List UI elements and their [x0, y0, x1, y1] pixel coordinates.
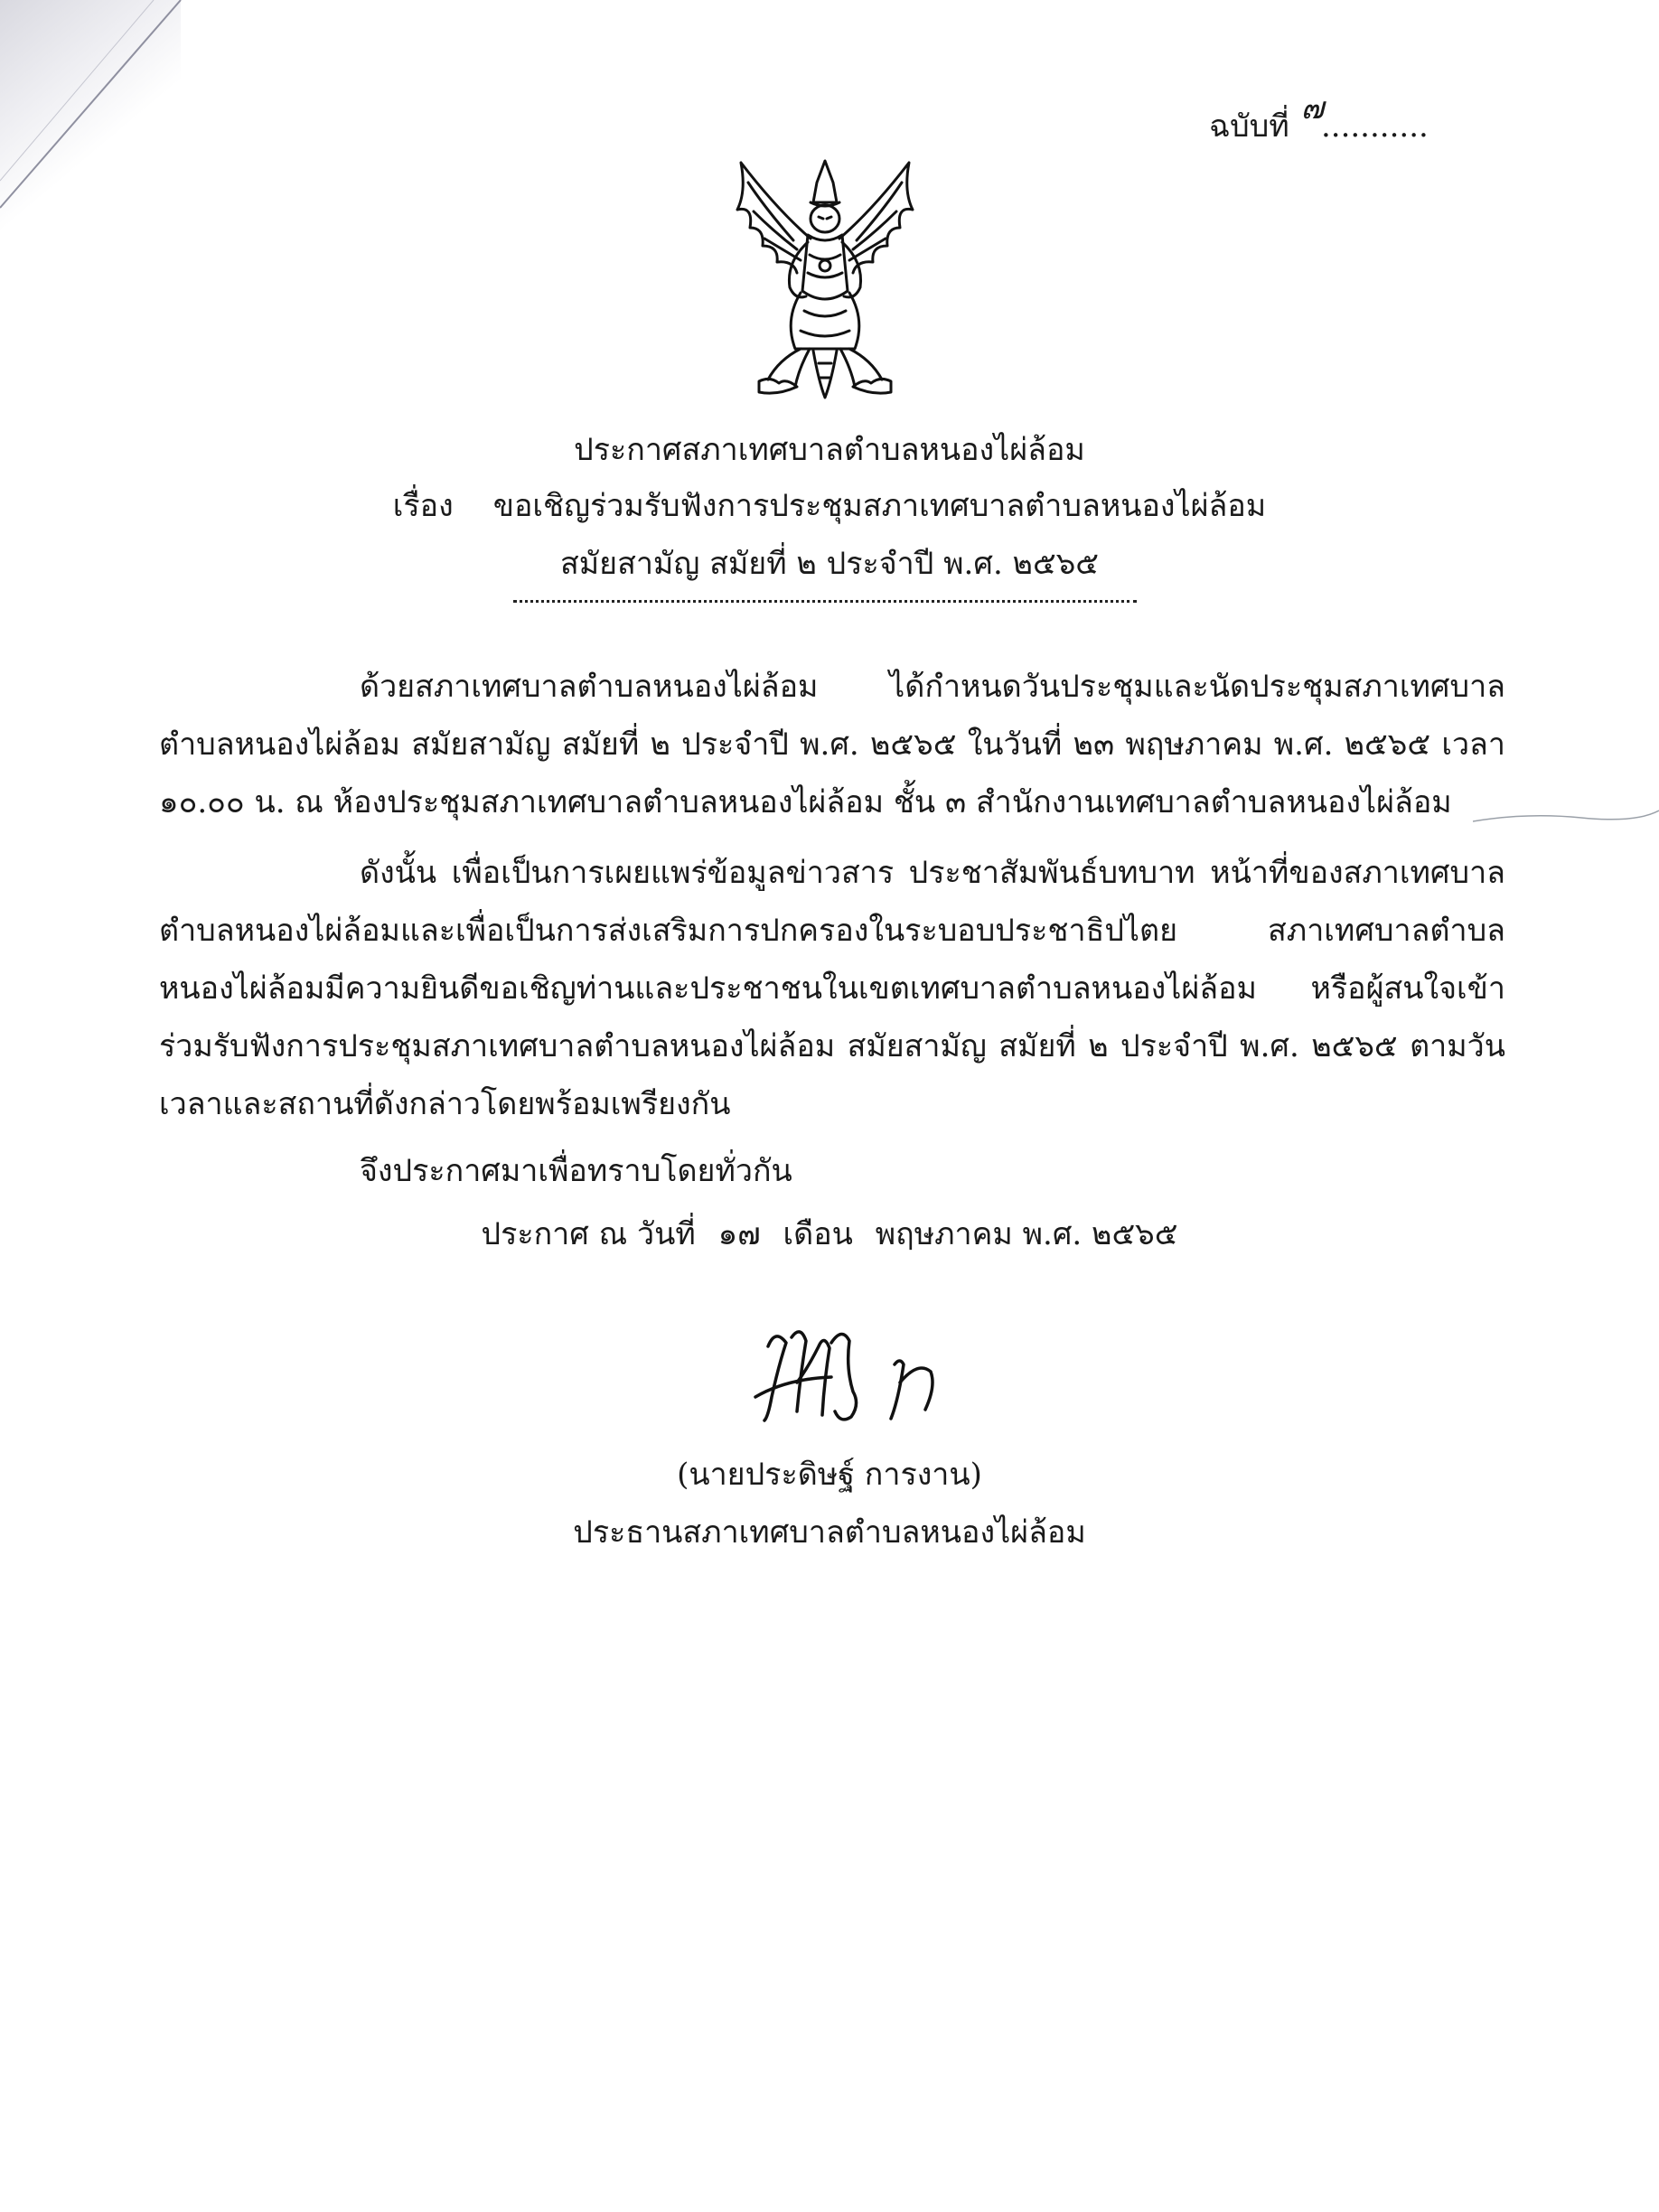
- signer-title: ประธานสภาเทศบาลตำบลหนองไผ่ล้อม: [573, 1514, 1086, 1551]
- date-day: ๑๗: [717, 1216, 761, 1252]
- date-prefix: ประกาศ ณ วันที่: [481, 1216, 696, 1252]
- copy-number: [1209, 90, 1429, 150]
- copy-number-label: ฉบับที่: [1209, 108, 1289, 145]
- body-paragraph-1: ด้วยสภาเทศบาลตำบลหนองไผ่ล้อม ได้กำหนดวันประชุมและนัดประชุมสภาเทศบาลตำบลหนองไผ่ล้อม สมัยสามัญ สมัยที่ ๒ ประจำปี พ.ศ. ๒๕๖๕ ในวันที่ ๒๓ พฤษภาคม พ.ศ. ๒๕๖๕ เวลา ๑๐.๐๐ น. ณ ห้องประชุมสภาเทศบาลตำบลหนองไผ่ล้อม ชั้น ๓ สำนักงานเทศบาลตำบลหนองไผ่ล้อม: [159, 669, 1505, 820]
- date-month-label: เดือน: [783, 1216, 853, 1252]
- announcement-title: ประกาศสภาเทศบาลตำบลหนองไผ่ล้อม: [574, 432, 1085, 468]
- body-paragraph-2: ดังนั้น เพื่อเป็นการเผยแพร่ข้อมูลข่าวสาร ประชาสัมพันธ์บทบาท หน้าที่ของสภาเทศบาลตำบลหนองไผ่ล้อมและเพื่อเป็นการส่งเสริมการปกครองในระบอบประชาธิปไตย สภาเทศบาลตำบลหนองไผ่ล้อมมีความยินดีขอเชิญท่านและประชาชนในเขตเทศบาลตำบลหนองไผ่ล้อม หรือผู้สนใจเข้าร่วมรับฟังการประชุมสภาเทศบาลตำบลหนองไผ่ล้อม สมัยสามัญ สมัยที่ ๒ ประจำปี พ.ศ. ๒๕๖๕ ตามวัน เวลาและสถานที่ดังกล่าวโดยพร้อมเพรียงกัน: [159, 855, 1505, 1122]
- announcement-subject: [0, 481, 1659, 530]
- scan-scratch-mark: [1473, 809, 1659, 827]
- copy-number-dots: ...........: [1320, 108, 1429, 145]
- signer-name: (นายประดิษฐ์ การงาน): [677, 1457, 982, 1493]
- subject-line-1: ขอเชิญร่วมรับฟังการประชุมสภาเทศบาลตำบลหนองไผ่ล้อม: [492, 488, 1267, 524]
- announcement-date: [0, 1209, 1659, 1258]
- closing-statement: จึงประกาศมาเพื่อทราบโดยทั่วกัน: [360, 1153, 792, 1189]
- scan-edge-line: [0, 0, 199, 217]
- garuda-emblem-icon: [723, 155, 927, 401]
- subject-line-2: สมัยสามัญ สมัยที่ ๒ ประจำปี พ.ศ. ๒๕๖๕: [559, 546, 1100, 582]
- copy-number-value: ๗: [1300, 90, 1325, 127]
- subject-label: เรื่อง: [392, 488, 454, 524]
- handwritten-signature: [741, 1310, 967, 1437]
- date-month-year: พฤษภาคม พ.ศ. ๒๕๖๕: [875, 1216, 1178, 1252]
- dotted-divider: [513, 600, 1137, 603]
